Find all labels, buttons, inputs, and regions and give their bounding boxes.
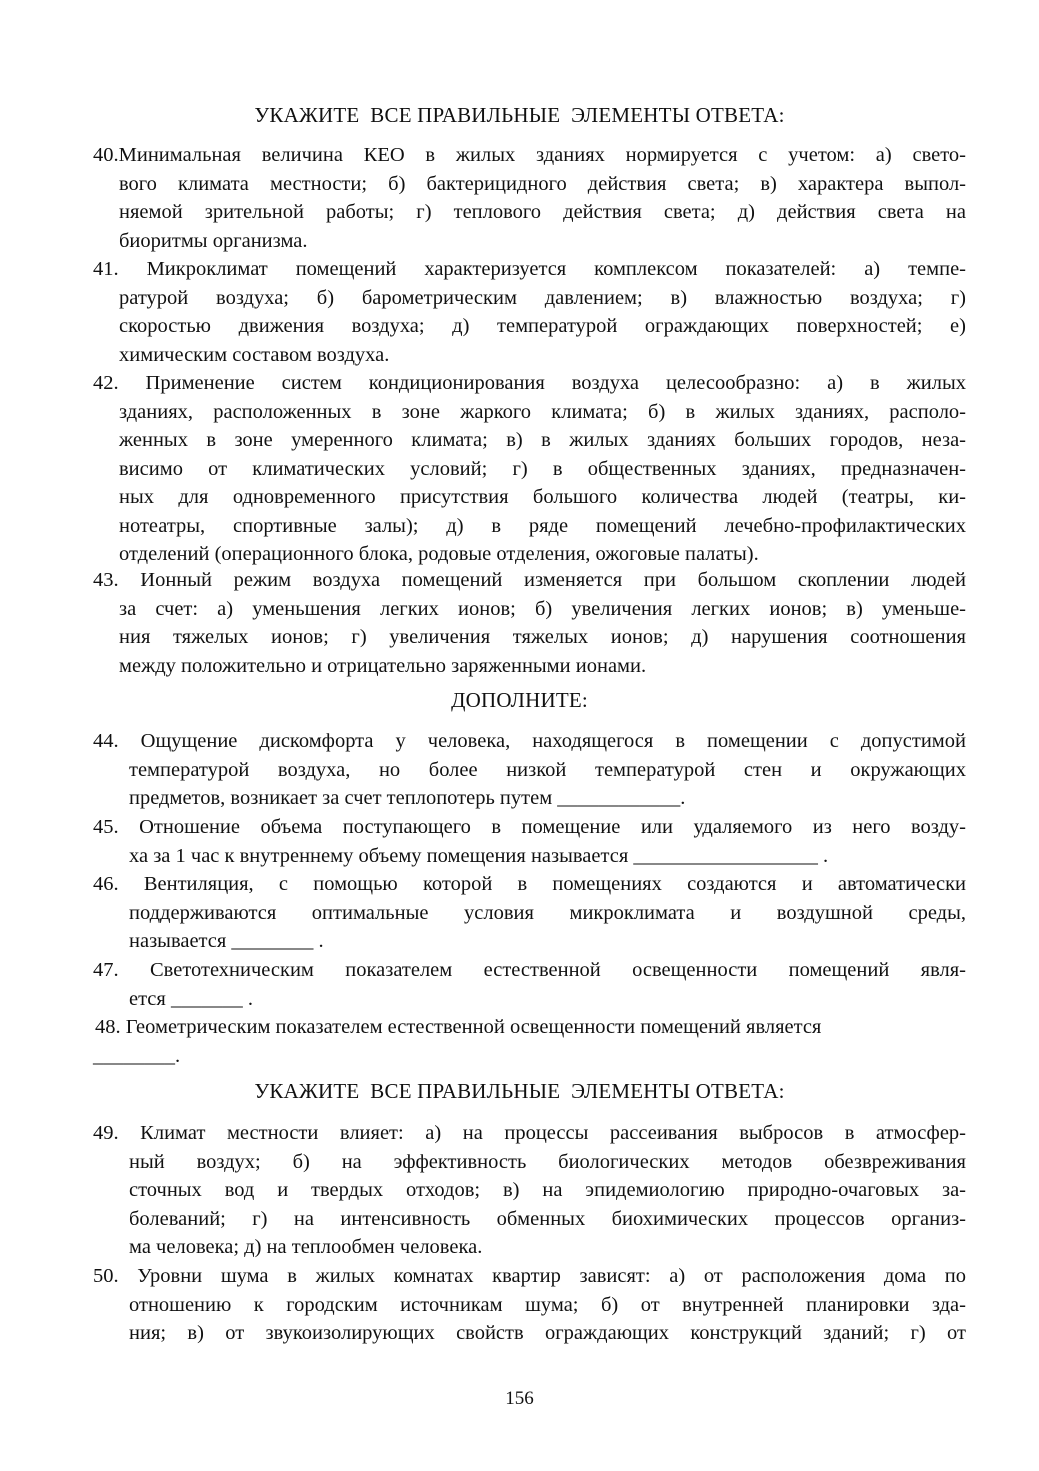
text-line: отделений (операционного блока, родовые отделения, ожоговые палаты).: [119, 543, 759, 565]
text-line: болеваний; г) на интенсивность обменных биохимических процессов организ-: [129, 1207, 966, 1230]
question-41: [93, 255, 966, 369]
question-40: [93, 141, 966, 255]
question-46: [93, 870, 966, 956]
question-42: [93, 369, 966, 569]
question-45: [93, 813, 966, 870]
section-heading-complete: ДОПОЛНИТЕ:: [451, 688, 588, 712]
text-line: ________.: [93, 1044, 181, 1067]
text-line: нотеатры, спортивные залы); д) в ряде помещений лечебно-профилактических: [119, 514, 966, 537]
section-heading-select-all: УКАЖИТЕ ВСЕ ПРАВИЛЬНЫЕ ЭЛЕМЕНТЫ ОТВЕТА:: [254, 103, 785, 127]
text-line: поддерживаются оптимальные условия микроклимата и воздушной среды,: [129, 901, 966, 924]
text-line: ратурой воздуха; б) барометрическим давлением; в) влажностью воздуха; г): [119, 286, 966, 309]
text-line: 46. Вентиляция, с помощью которой в помещениях создаются и автоматически: [93, 873, 966, 895]
text-line: называется ________ .: [129, 930, 324, 952]
question-49: [93, 1119, 966, 1262]
text-line: скоростью движения воздуха; д) температурой ограждающих поверхностей; е): [119, 315, 966, 337]
text-line: вого климата местности; б) бактерицидного действия света; в) характера выпол-: [119, 172, 966, 195]
text-line: 45. Отношение объема поступающего в помещение или удаляемого из него возду-: [93, 816, 966, 838]
text-line: ния тяжелых ионов; г) увеличения тяжелых ионов; д) нарушения соотношения: [119, 626, 966, 648]
text-line: предметов, возникает за счет теплопотерь путем ____________.: [129, 787, 686, 809]
text-line: висимо от климатических условий; г) в общественных зданиях, предназначен-: [119, 457, 966, 480]
text-line: зданиях, расположенных в зоне жаркого климата; б) в жилых зданиях, располо-: [119, 400, 966, 423]
question-43: [93, 566, 966, 680]
text-line: 48. Геометрическим показателем естественной освещенности помещений является: [95, 1016, 822, 1038]
section-heading-select-all: УКАЖИТЕ ВСЕ ПРАВИЛЬНЫЕ ЭЛЕМЕНТЫ ОТВЕТА:: [254, 1079, 785, 1103]
text-line: 47. Светотехническим показателем естественной освещенности помещений явля-: [93, 959, 966, 981]
text-line: 43. Ионный режим воздуха помещений изменяется при большом скоплении людей: [93, 569, 966, 591]
text-line: за счет: а) уменьшения легких ионов; б) увеличения легких ионов; в) уменьше-: [119, 597, 966, 620]
text-line: ный воздух; б) на эффективность биологических методов обезвреживания: [129, 1150, 966, 1173]
text-line: 50. Уровни шума в жилых комнатах квартир зависят: а) от расположения дома по: [93, 1265, 966, 1287]
question-47: [93, 956, 966, 1013]
text-line: 40.Минимальная величина КЕО в жилых зданиях нормируется с учетом: а) свето-: [93, 144, 966, 166]
question-50: [93, 1262, 966, 1348]
text-line: температурой воздуха, но более низкой температурой стен и окружающих: [129, 758, 966, 781]
page-number: 156: [505, 1388, 534, 1409]
text-line: ния; в) от звукоизолирующих свойств ограждающих конструкций зданий; г) от: [129, 1322, 966, 1344]
text-line: ма человека; д) на теплообмен человека.: [129, 1236, 483, 1258]
text-line: биоритмы организма.: [119, 229, 308, 252]
text-line: ха за 1 час к внутреннему объему помещения называется __________________ .: [129, 844, 829, 867]
text-line: женных в зоне умеренного климата; в) в жилых зданиях больших городов, неза-: [119, 429, 966, 451]
question-44: [93, 727, 966, 813]
text-line: отношению к городским источникам шума; б) от внутренней планировки зда-: [129, 1293, 966, 1316]
text-line: няемой зрительной работы; г) теплового действия света; д) действия света на: [119, 201, 966, 223]
text-line: 42. Применение систем кондиционирования воздуха целесообразно: а) в жилых: [93, 372, 966, 394]
text-line: химическим составом воздуха.: [119, 343, 390, 366]
text-line: сточных вод и твердых отходов; в) на эпидемиологию природно-очаговых за-: [129, 1179, 966, 1201]
text-line: между положительно и отрицательно заряженными ионами.: [119, 654, 647, 677]
text-line: 44. Ощущение дискомфорта у человека, находящегося в помещении с допустимой: [93, 730, 966, 752]
text-line: ных для одновременного присутствия большого количества людей (театры, ки-: [119, 486, 966, 508]
text-line: ется _______ .: [129, 987, 253, 1010]
question-48: [93, 1013, 966, 1070]
text-line: 49. Климат местности влияет: а) на процессы рассеивания выбросов в атмосфер-: [93, 1122, 966, 1144]
text-line: 41. Микроклимат помещений характеризуется комплексом показателей: а) темпе-: [93, 258, 966, 280]
